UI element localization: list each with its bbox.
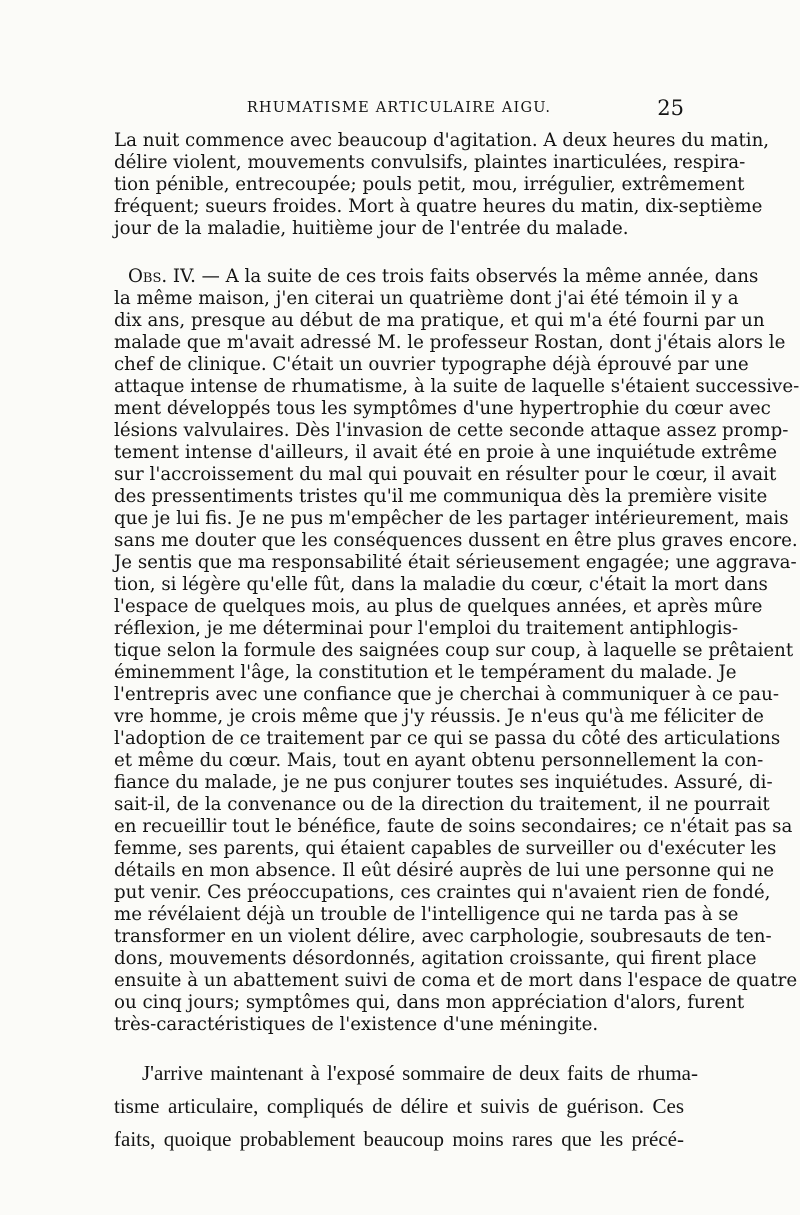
text-line: en recueillir tout le bénéfice, faute de soins secondaires; ce n'était pas sa	[114, 816, 793, 837]
running-title: RHUMATISME ARTICULAIRE AIGU.	[246, 100, 552, 116]
text-line: La nuit commence avec beaucoup d'agitation. A deux heures du matin,	[114, 130, 770, 151]
text-line: l'adoption de ce traitement par ce qui se passa du côté des articulations	[114, 728, 781, 749]
text-line: très-caractéristiques de l'existence d'une méningite.	[114, 1014, 599, 1035]
observation-label: Obs. IV.	[128, 266, 196, 287]
text-line: J'arrive maintenant à l'exposé sommaire de deux faits de rhuma-	[142, 1061, 698, 1085]
text-line: tement intense d'ailleurs, il avait été en proie à une inquiétude extrême	[114, 442, 777, 463]
text-line: que je lui fis. Je ne pus m'empêcher de les partager intérieurement, mais	[114, 508, 789, 529]
text-line: transformer en un violent délire, avec carphologie, soubresauts de ten-	[114, 926, 772, 947]
text-line: des pressentiments tristes qu'il me communiqua dès la première visite	[114, 486, 768, 507]
text-line: dix ans, presque au début de ma pratique, et qui m'a été fourni par un	[114, 310, 765, 331]
text-line: ensuite à un abattement suivi de coma et de mort dans l'espace de quatre	[114, 970, 798, 991]
text-line: malade que m'avait adressé M. le professeur Rostan, dont j'étais alors le	[114, 332, 786, 353]
text-line: sans me douter que les conséquences dussent en être plus graves encore.	[114, 530, 798, 551]
text-line: femme, ses parents, qui étaient capables de surveiller ou d'exécuter les	[114, 838, 777, 859]
text-line: ment développés tous les symptômes d'une hypertrophie du cœur avec	[114, 398, 771, 419]
text-line: sur l'accroissement du mal qui pouvait en résulter pour le cœur, il avait	[114, 464, 777, 485]
text-line: attaque intense de rhumatisme, à la suite de laquelle s'étaient successive-	[114, 376, 800, 397]
text-line: fiance du malade, je ne pus conjurer toutes ses inquiétudes. Assuré, di-	[114, 772, 773, 793]
text-line: me révélaient déjà un trouble de l'intelligence qui ne tarda pas à se	[114, 904, 739, 925]
text-line: tion, si légère qu'elle fût, dans la maladie du cœur, c'était la mort dans	[114, 574, 768, 595]
text-line: détails en mon absence. Il eût désiré auprès de lui une personne qui ne	[114, 860, 775, 881]
text-line: lésions valvulaires. Dès l'invasion de cette seconde attaque assez promp-	[114, 420, 789, 441]
text-line: la même maison, j'en citerai un quatrième dont j'ai été témoin il y a	[114, 288, 739, 309]
text-line: éminemment l'âge, la constitution et le tempérament du malade. Je	[114, 662, 737, 683]
observation-first-line: — A la suite de ces trois faits observés la même année, dans	[195, 266, 759, 287]
text-line: faits, quoique probablement beaucoup moins rares que les précé-	[114, 1127, 684, 1151]
text-line: tisme articulaire, compliqués de délire et suivis de guérison. Ces	[114, 1094, 684, 1118]
running-header	[114, 96, 684, 124]
text-line: vre homme, je crois même que j'y réussis. Je n'eus qu'à me féliciter de	[114, 706, 764, 727]
text-line: ou cinq jours; symptômes qui, dans mon appréciation d'alors, furent	[114, 992, 745, 1013]
text-line: sait-il, de la convenance ou de la direction du traitement, il ne pourrait	[114, 794, 770, 815]
text-line: et même du cœur. Mais, tout en ayant obtenu personnellement la con-	[114, 750, 764, 771]
text-line: put venir. Ces préoccupations, ces craintes qui n'avaient rien de fondé,	[114, 882, 771, 903]
text-line: tion pénible, entrecoupée; pouls petit, mou, irrégulier, extrêmement	[114, 174, 745, 195]
text-line: délire violent, mouvements convulsifs, plaintes inarticulées, respira-	[114, 152, 746, 173]
page-number: 25	[657, 96, 684, 120]
text-line: Je sentis que ma responsabilité était sérieusement engagée; une aggrava-	[114, 552, 797, 573]
text-line: l'espace de quelques mois, au plus de quelques années, et après mûre	[114, 596, 763, 617]
text-line: réflexion, je me déterminai pour l'emploi du traitement antiphlogis-	[114, 618, 739, 639]
text-line: l'entrepris avec une confiance que je cherchai à communiquer à ce pau-	[114, 684, 779, 705]
text-line: chef de clinique. C'était un ouvrier typographe déjà éprouvé par une	[114, 354, 749, 375]
text-line: jour de la maladie, huitième jour de l'entrée du malade.	[114, 218, 629, 239]
text-line: tique selon la formule des saignées coup sur coup, à laquelle se prêtaient	[114, 640, 794, 661]
text-line	[114, 266, 759, 288]
text-line: dons, mouvements désordonnés, agitation croissante, qui firent place	[114, 948, 757, 969]
text-line: fréquent; sueurs froides. Mort à quatre heures du matin, dix-septième	[114, 196, 763, 217]
